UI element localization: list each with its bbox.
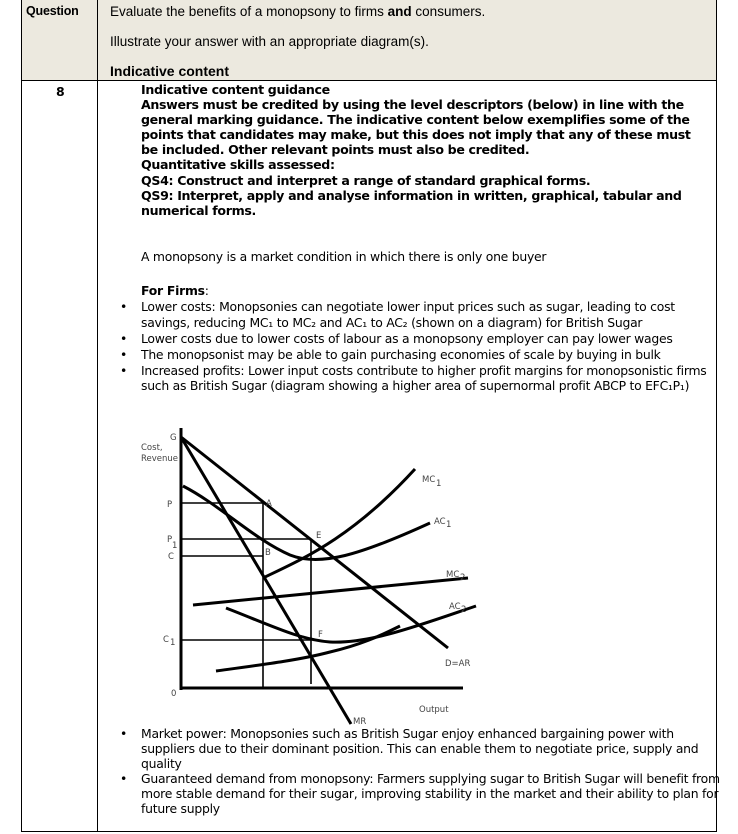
question-label: Question	[26, 4, 79, 18]
label-b: B	[265, 548, 271, 558]
bullet-icon: •	[120, 363, 128, 378]
for-firms-label: For Firms	[141, 283, 205, 298]
ac1-curve	[183, 486, 430, 560]
label-ac2: AC	[449, 602, 461, 612]
label-p1-sub: 1	[172, 541, 178, 551]
colon: :	[204, 283, 209, 298]
label-d-ar: D=AR	[445, 659, 471, 669]
bullet-text: The monopsonist may be able to gain purchasing economies of scale by buying in bulk	[141, 347, 661, 362]
label-ac1: AC	[434, 517, 446, 527]
monopsony-definition: A monopsony is a market condition in which there is only one buyer	[141, 249, 547, 264]
label-mc1: MC	[422, 475, 436, 485]
label-f: F	[318, 630, 323, 640]
qs4-line: QS4: Construct and interpret a range of standard graphical forms.	[141, 172, 591, 188]
label-c1: C	[163, 635, 169, 645]
guidance-line: be included. Other relevant points must also be credited.	[141, 142, 530, 158]
bullet-text: Market power: Monopsonies such as British Sugar enjoy enhanced bargaining power with suppliers due to their dominant position. This can enable them to negotiate price, supply and quality	[141, 726, 699, 771]
bullet-text: Increased profits: Lower input costs contribute to higher profit margins for monopsonistic firms such as British Sugar (diagram showing a higher area of supernormal profit ABCP to EFC₁P₁)	[141, 363, 707, 393]
bullet-text: Guaranteed demand from monopsony: Farmers supplying sugar to British Sugar will benefit from more stable demand for their sugar, improving stability in the market and their ability to plan for future supply	[141, 771, 720, 816]
mr-curve	[181, 437, 351, 724]
question-line-2: Illustrate your answer with an appropriate diagram(s).	[110, 34, 429, 49]
bullet-icon: •	[120, 299, 128, 314]
guidance-line: Answers must be credited by using the level descriptors (below) in line with the	[141, 97, 684, 113]
guidance-line: points that candidates may make, but this does not imply that any of these must	[141, 127, 691, 143]
guidance-title: Indicative content guidance	[141, 82, 330, 97]
question-emphasis: and	[387, 4, 412, 19]
mc2-line	[193, 578, 468, 605]
y-axis-label-revenue: Revenue	[141, 454, 179, 464]
qs9-line: QS9: Interpret, apply and analyse information in written, graphical, tabular and	[141, 187, 682, 203]
question-text: Evaluate the benefits of a monopsony to firms	[110, 4, 388, 19]
label-mc1-sub: 1	[436, 479, 442, 489]
qs9-line-cont: numerical forms.	[141, 202, 256, 218]
quant-skills-heading: Quantitative skills assessed:	[141, 157, 335, 173]
label-origin: 0	[171, 689, 177, 699]
x-axis-label-output: Output	[419, 705, 449, 715]
bullet-text: Lower costs: Monopsonies can negotiate lower input prices such as sugar, leading to cost savings, reducing MC₁ to MC₂ and AC₁ to AC₂ (shown on a diagram) for British Sugar	[141, 299, 675, 330]
label-ac2-sub: 2	[461, 605, 467, 615]
label-mc2: MC	[446, 570, 460, 580]
label-e: E	[316, 531, 322, 541]
question-number: 8	[56, 84, 65, 99]
label-c: C	[168, 552, 174, 562]
label-a: A	[266, 499, 272, 509]
guidance-line: general marking guidance. The indicative content below exemplifies some of the	[141, 112, 690, 128]
bullet-icon: •	[120, 726, 128, 741]
label-mc2-sub: 2	[460, 573, 466, 583]
bullet-text: Lower costs due to lower costs of labour as a monopsony employer can pay lower wages	[141, 331, 673, 346]
label-ac1-sub: 1	[446, 520, 452, 530]
bullet-icon: •	[120, 347, 128, 362]
y-axis-label-cost: Cost,	[141, 443, 163, 453]
bullet-icon: •	[120, 331, 128, 346]
demand-ar-curve	[181, 437, 448, 648]
bullet-icon: •	[120, 771, 128, 786]
label-p1: P	[167, 535, 173, 545]
label-c1-sub: 1	[170, 638, 176, 648]
label-p: P	[167, 500, 173, 510]
label-g: G	[170, 433, 177, 443]
question-text-end: consumers.	[411, 4, 486, 19]
label-mr: MR	[353, 717, 367, 727]
indicative-content-heading: Indicative content	[110, 63, 230, 79]
